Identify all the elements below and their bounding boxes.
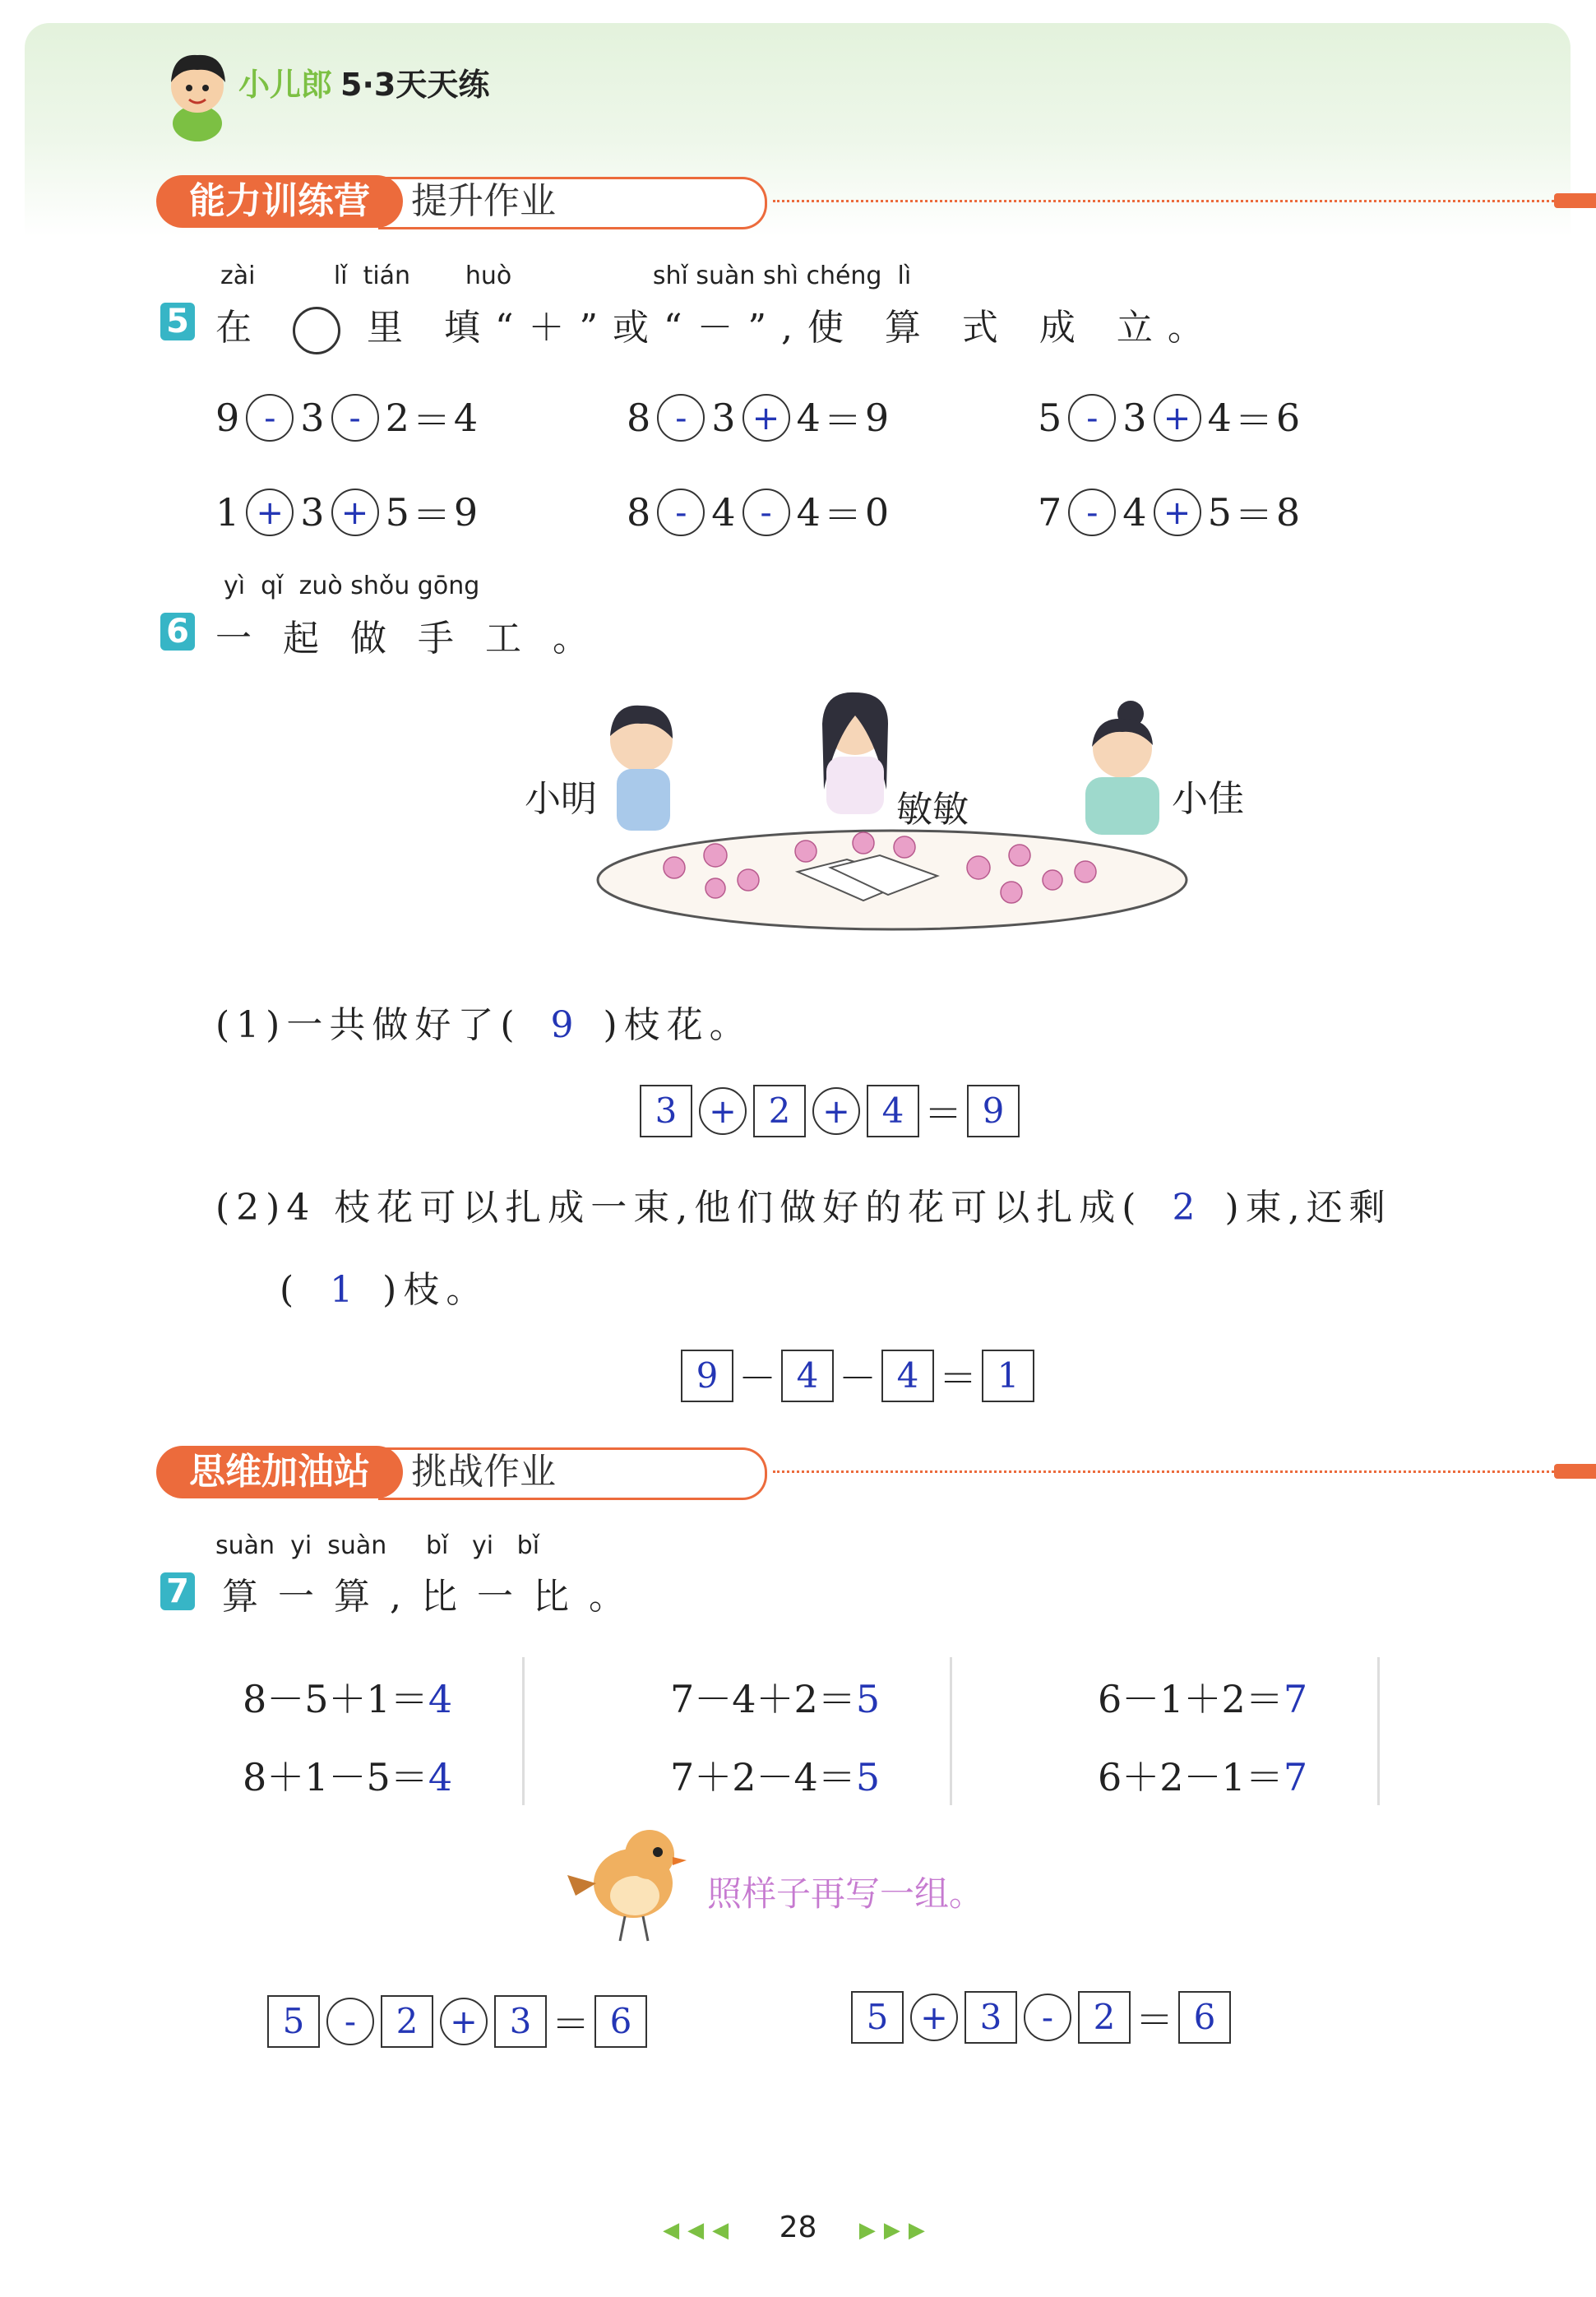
q6-part1-equation — [640, 1084, 1020, 1138]
answer-box[interactable]: 4 — [881, 1350, 934, 1402]
q6-part1 — [215, 995, 752, 1048]
compare-line — [670, 1748, 880, 1802]
q6-part2-line2-after: )枝。 — [382, 1269, 489, 1311]
operand: 7 — [1038, 490, 1062, 535]
page-number: 28 — [779, 2211, 817, 2244]
dotted-rule — [773, 200, 1554, 202]
q6-part2-line2 — [280, 1260, 488, 1313]
left-arrows-icon: ◀◀◀ — [663, 2218, 738, 2243]
q6-part2-equation — [681, 1349, 1034, 1403]
compare-line — [1098, 1669, 1307, 1724]
result: 6 — [1275, 396, 1301, 440]
q5-text-before: 在 — [215, 307, 266, 349]
compare-group — [670, 1657, 952, 1805]
operator-circle[interactable]: + — [246, 489, 294, 536]
pencil-icon — [1554, 193, 1596, 208]
name-minmin: 敏敏 — [896, 789, 969, 831]
compare-line — [1098, 1748, 1307, 1802]
operator-circle[interactable]: + — [699, 1087, 747, 1135]
operand: 3 — [300, 490, 325, 535]
operand: 4 — [1207, 396, 1232, 440]
result: 8 — [1275, 490, 1301, 535]
q6-question: 一起做手工。 — [215, 618, 620, 660]
blank-circle-icon — [293, 307, 340, 354]
result: 9 — [864, 396, 890, 440]
operand: 3 — [300, 396, 325, 440]
operand: 4 — [711, 490, 736, 535]
result: 4 — [453, 396, 479, 440]
q6-part1-before: (1)一共做好了( — [215, 1004, 521, 1046]
operator-circle[interactable]: - — [1024, 1994, 1071, 2041]
equals-sign: ＝ — [924, 1091, 962, 1136]
answer-box[interactable]: 4 — [867, 1085, 919, 1137]
expression: 8＋1－5＝ — [243, 1755, 428, 1799]
operator-circle[interactable]: + — [440, 1998, 488, 2045]
operand: 2 — [385, 396, 409, 440]
brand-name: 小儿郎 — [238, 67, 333, 103]
answer-box[interactable]: 6 — [594, 1995, 647, 2048]
answer-box[interactable]: 9 — [967, 1085, 1020, 1137]
operator-circle[interactable]: - — [657, 394, 705, 442]
answer-box[interactable]: 3 — [494, 1995, 547, 2048]
operator-circle[interactable]: - — [246, 394, 294, 442]
answer-box[interactable]: 3 — [965, 1991, 1017, 2044]
q5-equation — [1038, 391, 1300, 445]
q6-part2-middle: )束,还剩 — [1224, 1187, 1392, 1229]
answer[interactable]: 4 — [428, 1677, 453, 1721]
section-subtitle: 提升作业 — [411, 180, 556, 222]
q5-equation — [627, 391, 889, 445]
operator-circle[interactable]: - — [326, 1998, 374, 2045]
q7-hint: 照样子再写一组。 — [707, 1873, 984, 1914]
child-left — [610, 706, 673, 831]
operator-circle[interactable]: + — [331, 489, 379, 536]
operand: 5 — [1207, 490, 1232, 535]
result: 9 — [453, 490, 479, 535]
operand: 3 — [1122, 396, 1147, 440]
expression: 6＋2－1＝ — [1098, 1755, 1284, 1799]
q6-part2-answer2[interactable]: 1 — [330, 1269, 354, 1311]
compare-group — [243, 1657, 525, 1805]
compare-line — [243, 1748, 452, 1802]
expression: 8－5＋1＝ — [243, 1677, 428, 1721]
q6-part1-answer[interactable]: 9 — [550, 1004, 574, 1046]
answer-box[interactable]: 4 — [781, 1350, 834, 1402]
answer[interactable]: 4 — [428, 1755, 453, 1799]
q6-part2-line2-before: ( — [280, 1269, 301, 1311]
equals-sign: ＝ — [823, 398, 862, 442]
operator-circle[interactable]: - — [1068, 489, 1116, 536]
answer-box[interactable]: 3 — [640, 1085, 692, 1137]
answer[interactable]: 7 — [1283, 1755, 1308, 1799]
answer-box[interactable]: 9 — [681, 1350, 733, 1402]
expression: 7－4＋2＝ — [670, 1677, 856, 1721]
answer-box[interactable]: 2 — [753, 1085, 806, 1137]
right-arrows-icon: ▶▶▶ — [858, 2218, 933, 2243]
q7-pinyin: suàn yi suàn bǐ yi bǐ — [215, 1531, 540, 1560]
q6-part2-line1 — [215, 1178, 1392, 1230]
answer-box[interactable]: 5 — [851, 1991, 904, 2044]
operand: 4 — [1122, 490, 1147, 535]
operator-circle[interactable]: + — [742, 394, 790, 442]
dotted-rule — [773, 1470, 1554, 1473]
section-title: 思维加油站 — [156, 1446, 403, 1498]
expression: 6－1＋2＝ — [1098, 1677, 1284, 1721]
name-xiaoming: 小明 — [525, 778, 597, 820]
answer-box[interactable]: 2 — [1078, 1991, 1131, 2044]
operand: 4 — [796, 396, 821, 440]
section-subtitle: 挑战作业 — [411, 1451, 556, 1493]
operand: 5 — [1038, 396, 1062, 440]
operator-circle[interactable]: + — [1154, 489, 1201, 536]
expression: 7＋2－4＝ — [670, 1755, 856, 1799]
section-banner-thinking — [156, 1446, 1472, 1498]
operator-circle[interactable]: + — [910, 1994, 958, 2041]
operator: － — [839, 1356, 877, 1401]
operand: 3 — [711, 396, 736, 440]
brand-series: 5·3天天练 — [340, 67, 490, 103]
operand: 4 — [796, 490, 821, 535]
q5-equation — [215, 391, 478, 445]
equals-sign: ＝ — [412, 493, 451, 537]
pencil-icon — [1554, 1464, 1596, 1479]
section-banner-ability — [156, 175, 1472, 228]
q7-question: 算一算,比一比。 — [222, 1576, 645, 1618]
operator-circle[interactable]: + — [1154, 394, 1201, 442]
operator-circle[interactable]: - — [742, 489, 790, 536]
operator-circle[interactable]: - — [657, 489, 705, 536]
operator-circle[interactable]: - — [1068, 394, 1116, 442]
q7-number: 7 — [160, 1572, 195, 1610]
bird-icon — [567, 1818, 691, 1949]
equals-sign: ＝ — [823, 493, 862, 537]
q6-part2-answer1[interactable]: 2 — [1172, 1187, 1196, 1229]
operand: 8 — [627, 396, 651, 440]
q5-pinyin: zài lǐ tián huò shǐ suàn shì chéng lì — [220, 262, 912, 290]
answer[interactable]: 7 — [1283, 1677, 1308, 1721]
q5-text-after: 里 填“＋”或“－”,使 算 式 成 立。 — [367, 307, 1219, 349]
q7-answer-equation-1 — [267, 1994, 647, 2049]
children-making-flowers-illustration — [592, 691, 1192, 938]
answer[interactable]: 5 — [855, 1677, 881, 1721]
q5-equation — [627, 485, 889, 540]
q5-equation — [215, 485, 478, 540]
operator-circle[interactable]: + — [812, 1087, 860, 1135]
answer-box[interactable]: 5 — [267, 1995, 320, 2048]
q7-answer-equation-2 — [851, 1990, 1231, 2045]
compare-line — [670, 1669, 880, 1724]
compare-line — [243, 1669, 452, 1724]
answer[interactable]: 5 — [855, 1755, 881, 1799]
equals-sign: ＝ — [412, 398, 451, 442]
q6-part2-before: (2)4 枝花可以扎成一束,他们做好的花可以扎成( — [215, 1187, 1143, 1229]
brand-title — [238, 59, 489, 104]
q5-question — [215, 298, 1219, 354]
name-xiaojia: 小佳 — [1172, 778, 1244, 820]
section-title: 能力训练营 — [156, 175, 403, 228]
equals-sign: ＝ — [1136, 1998, 1173, 2042]
operand: 9 — [215, 396, 240, 440]
equals-sign: ＝ — [939, 1356, 977, 1401]
page-footer — [0, 2211, 1596, 2244]
operator-circle[interactable]: - — [331, 394, 379, 442]
operand: 5 — [385, 490, 409, 535]
q5-number: 5 — [160, 303, 195, 340]
operand: 8 — [627, 490, 651, 535]
q6-part1-after: )枝花。 — [603, 1004, 752, 1046]
equals-sign: ＝ — [1234, 398, 1273, 442]
q6-pinyin: yì qǐ zuò shǒu gōng — [224, 572, 480, 600]
operator: － — [738, 1356, 776, 1401]
equals-sign: ＝ — [552, 2002, 590, 2046]
equals-sign: ＝ — [1234, 493, 1273, 537]
result: 0 — [864, 490, 890, 535]
answer-box[interactable]: 6 — [1178, 1991, 1231, 2044]
answer-box[interactable]: 1 — [982, 1350, 1034, 1402]
mascot-boy-icon — [156, 45, 238, 144]
compare-group — [1098, 1657, 1380, 1805]
q6-number: 6 — [160, 613, 195, 651]
q5-equation — [1038, 485, 1300, 540]
operand: 1 — [215, 490, 240, 535]
answer-box[interactable]: 2 — [381, 1995, 433, 2048]
